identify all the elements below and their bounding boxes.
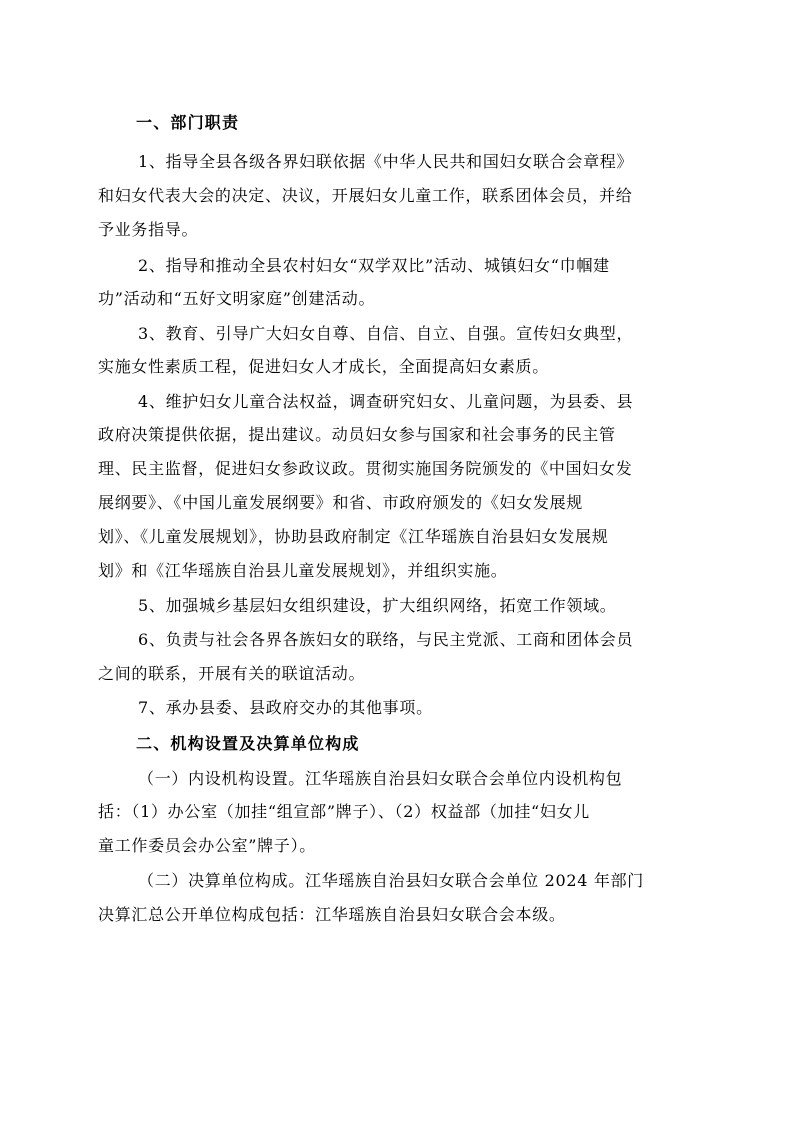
- paragraph-line: 1、指导全县各级各界妇联依据《中华人民共和国妇女联合会章程》: [138, 152, 634, 171]
- paragraph-line: 予业务指导。: [98, 220, 199, 239]
- paragraph-line: 决算汇总公开单位构成包括：江华瑶族自治县妇女联合会本级。: [98, 905, 566, 924]
- paragraph-line: 2、指导和推动全县农村妇女“双学双比”活动、城镇妇女“巾帼建: [138, 256, 610, 275]
- paragraph-line: 政府决策提供依据，提出建议。动员妇女参与国家和社会事务的民主管: [98, 425, 616, 444]
- paragraph-line: 展纲要》、《中国儿童发展纲要》和省、市政府颁发的《妇女发展规: [98, 493, 584, 512]
- paragraph-line: 7、承办县委、县政府交办的其他事项。: [138, 698, 433, 717]
- paragraph-line: 4、维护妇女儿童合法权益，调查研究妇女、儿童问题，为县委、县: [138, 392, 634, 411]
- paragraph-line: （一）内设机构设置。江华瑶族自治县妇女联合会单位内设机构包: [138, 769, 623, 788]
- paragraph-line: 6、负责与社会各界各族妇女的联络，与民主党派、工商和团体会员: [138, 630, 634, 649]
- paragraph-line: 和妇女代表大会的决定、决议，开展妇女儿童工作，联系团体会员，并给: [98, 186, 633, 205]
- paragraph-line: 3、教育、引导广大妇女自尊、自信、自立、自强。宣传妇女典型，: [138, 324, 634, 343]
- paragraph-line: 功”活动和“五好文明家庭”创建活动。: [98, 289, 376, 308]
- paragraph-line: 划》、《儿童发展规划》，协助县政府制定《江华瑶族自治县妇女发展规: [98, 527, 609, 546]
- paragraph-line: 理、民主监督，促进妇女参政议政。贯彻实施国务院颁发的《中国妇女发: [98, 459, 633, 478]
- paragraph-line: 之间的联系，开展有关的联谊活动。: [98, 664, 366, 683]
- paragraph-line: 童工作委员会办公室”牌子）。: [98, 836, 316, 855]
- paragraph-line: 划》和《江华瑶族自治县儿童发展规划》，并组织实施。: [98, 561, 508, 580]
- paragraph-line: 5、加强城乡基层妇女组织建设，扩大组织网络，拓宽工作领域。: [138, 596, 617, 615]
- paragraph-line: （二）决算单位构成。江华瑶族自治县妇女联合会单位 2024 年部门: [138, 871, 644, 890]
- section-heading: 一、部门职责: [136, 113, 240, 132]
- paragraph-line: 括：（1）办公室（加挂“组宣部”牌子）、（2）权益部（加挂“妇女儿: [98, 802, 590, 821]
- paragraph-line: 实施女性素质工程，促进妇女人才成长，全面提高妇女素质。: [98, 357, 549, 376]
- section-heading: 二、机构设置及决算单位构成: [136, 734, 360, 753]
